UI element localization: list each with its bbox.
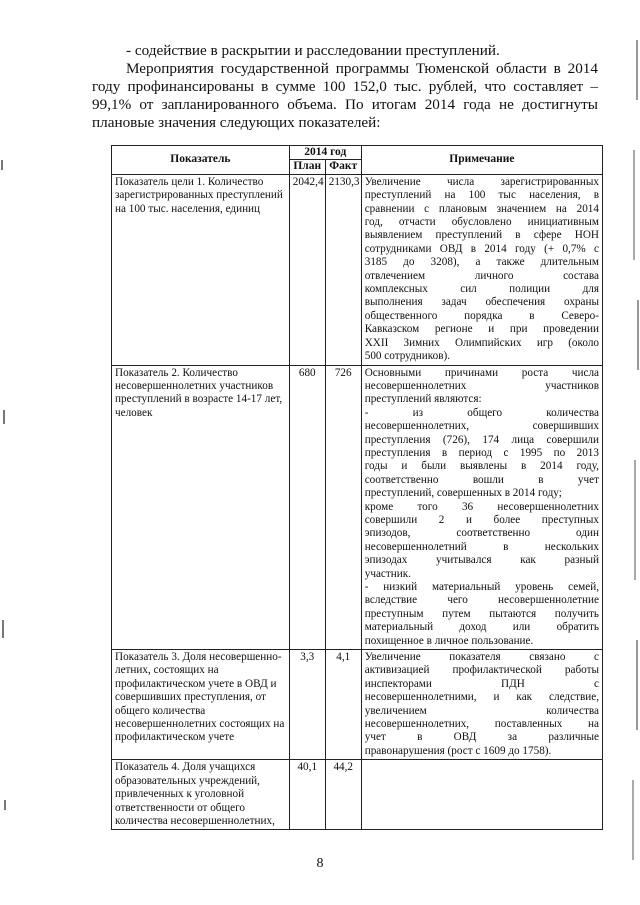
indicator-cell: Показатель 3. Доля несовершенно-летних, состоящих на профилактическом учете в ОВД и совершивших преступления, от общего количества несовершеннолетних состоящих на профилактическом учете xyxy=(112,650,290,760)
fact-value-cell: 44,2 xyxy=(325,760,361,830)
indicator-cell: Показатель 4. Доля учащихся образовательных учреждений, привлеченных к уголовной ответственности от общего количества несовершеннолетних, xyxy=(112,760,290,830)
note-line: выявлением преступлений в сфере НОН xyxy=(364,229,599,242)
scan-edge-right xyxy=(630,0,640,905)
note-line: несовершеннолетними, и как следствие, xyxy=(364,691,599,704)
header-year: 2014 год xyxy=(289,146,361,160)
indicator-cell: Показатель 2. Количество несовершеннолетних участников преступлений в возрасте 14-17 лет, человек xyxy=(112,365,290,650)
note-line: вследствие чего несовершеннолетние xyxy=(364,594,599,607)
note-line: преступления в период с 1995 по 2013 xyxy=(364,446,599,459)
note-line: 500 сотрудников). xyxy=(364,350,450,363)
header-plan: План xyxy=(289,160,325,174)
note-line: материальный доход или обратить xyxy=(364,621,599,634)
fact-value-cell: 4,1 xyxy=(325,650,361,760)
note-line: годы и были выявлены в 2014 году, xyxy=(364,460,599,473)
note-line: активизацией профилактической работы xyxy=(364,664,599,677)
scan-edge-left xyxy=(0,0,10,905)
note-line: 3185 до 3208), а также длительным xyxy=(364,256,599,269)
note-line: учет в ОВД за различные xyxy=(364,731,599,744)
note-line: похищенное в личное пользование. xyxy=(364,634,534,647)
page-number: 8 xyxy=(316,856,324,871)
plan-value-cell: 680 xyxy=(289,365,325,650)
note-line: Увеличение показателя связано с xyxy=(364,651,599,664)
note-line: - низкий материальный уровень семей, xyxy=(364,581,599,593)
note-line: правонарушения (рост с 1609 до 1758). xyxy=(364,744,552,757)
table-row xyxy=(112,650,603,760)
note-line: инспекторами ПДН с xyxy=(364,677,599,690)
note-line: кроме того 36 несовершеннолетних xyxy=(364,500,599,513)
paragraph-line: Мероприятия государственной программы Тюменской области в 2014 xyxy=(126,60,598,77)
note-line: XXII Зимних Олимпийских игр (около xyxy=(364,336,599,349)
note-cell xyxy=(361,365,602,650)
bullet-line: - содействие в раскрытии и расследовании преступлений. xyxy=(126,42,500,59)
note-line: комплексных сил полиции для xyxy=(364,283,599,296)
note-line: - из общего количества xyxy=(364,406,599,419)
note-line: выполнения задач обеспечения охраны xyxy=(364,296,599,309)
plan-value-cell: 3,3 xyxy=(289,650,325,760)
indicator-cell: Показатель цели 1. Количество зарегистрированных преступлений на 100 тыс. населения, единиц xyxy=(112,174,290,365)
table-body xyxy=(112,174,603,830)
table-row xyxy=(112,365,603,650)
table-header-row xyxy=(112,146,603,160)
note-line: совершили 2 и более преступных xyxy=(364,513,599,526)
note-line: общественного порядка в Северо- xyxy=(364,309,599,322)
table-row xyxy=(112,760,603,830)
note-line: эпизодов, соответственно один xyxy=(364,527,599,540)
header-fact: Факт xyxy=(325,160,361,174)
note-line: несовершеннолетних, совершивших xyxy=(364,420,599,433)
note-cell xyxy=(361,174,602,365)
note-line: преступления (726), 174 лица совершили xyxy=(364,433,599,446)
note-line: Основными причинами роста числа xyxy=(364,366,599,379)
note-line: соответственно вошли в учет xyxy=(364,473,599,486)
note-line: увеличением количества xyxy=(364,704,599,717)
plan-value-cell: 2042,4 xyxy=(289,174,325,365)
note-cell xyxy=(361,760,602,830)
note-line: участник. xyxy=(364,567,411,580)
note-line: год, отчасти обусловлено инициативным xyxy=(364,216,599,229)
funding-paragraph xyxy=(92,60,598,132)
paragraph-line: плановые значения следующих показателей: xyxy=(92,114,381,131)
note-line: эпизодах учитывался как разный xyxy=(364,554,599,567)
header-indicator: Показатель xyxy=(112,146,290,175)
note-line: несовершеннолетних, поставленных на xyxy=(364,718,599,731)
plan-value-cell: 40,1 xyxy=(289,760,325,830)
indicators-table xyxy=(111,145,603,830)
fact-value-cell: 2130,3 xyxy=(325,174,361,365)
note-line: преступлений являются: xyxy=(364,393,482,406)
header-note: Примечание xyxy=(361,146,602,175)
note-cell xyxy=(361,650,602,760)
note-line: несовершеннолетний в нескольких xyxy=(364,540,599,553)
note-line: преступным путем пытаются получить xyxy=(364,607,599,620)
table-row xyxy=(112,174,603,365)
note-line: Кавказском регионе и при проведении xyxy=(364,323,599,336)
note-line: отвлечением личного состава xyxy=(364,269,599,282)
note-line: сравнении с плановым значением на 2014 xyxy=(364,202,599,215)
note-line: сотрудниками ОВД в 2014 году (+ 0,7% с xyxy=(364,242,599,255)
paragraph-line: году профинансированы в сумме 100 152,0 тыс. рублей, что составляет – xyxy=(92,78,598,95)
note-line: преступлений, совершенных в 2014 году; xyxy=(364,487,562,500)
fact-value-cell: 726 xyxy=(325,365,361,650)
note-line: несовершеннолетних участников xyxy=(364,379,599,392)
note-line: Увеличение числа зарегистрированных xyxy=(364,175,599,188)
note-line: преступлений на 100 тыс населения, в xyxy=(364,189,599,202)
paragraph-line: 99,1% от запланированного объема. По итогам 2014 года не достигнуты xyxy=(92,96,598,113)
